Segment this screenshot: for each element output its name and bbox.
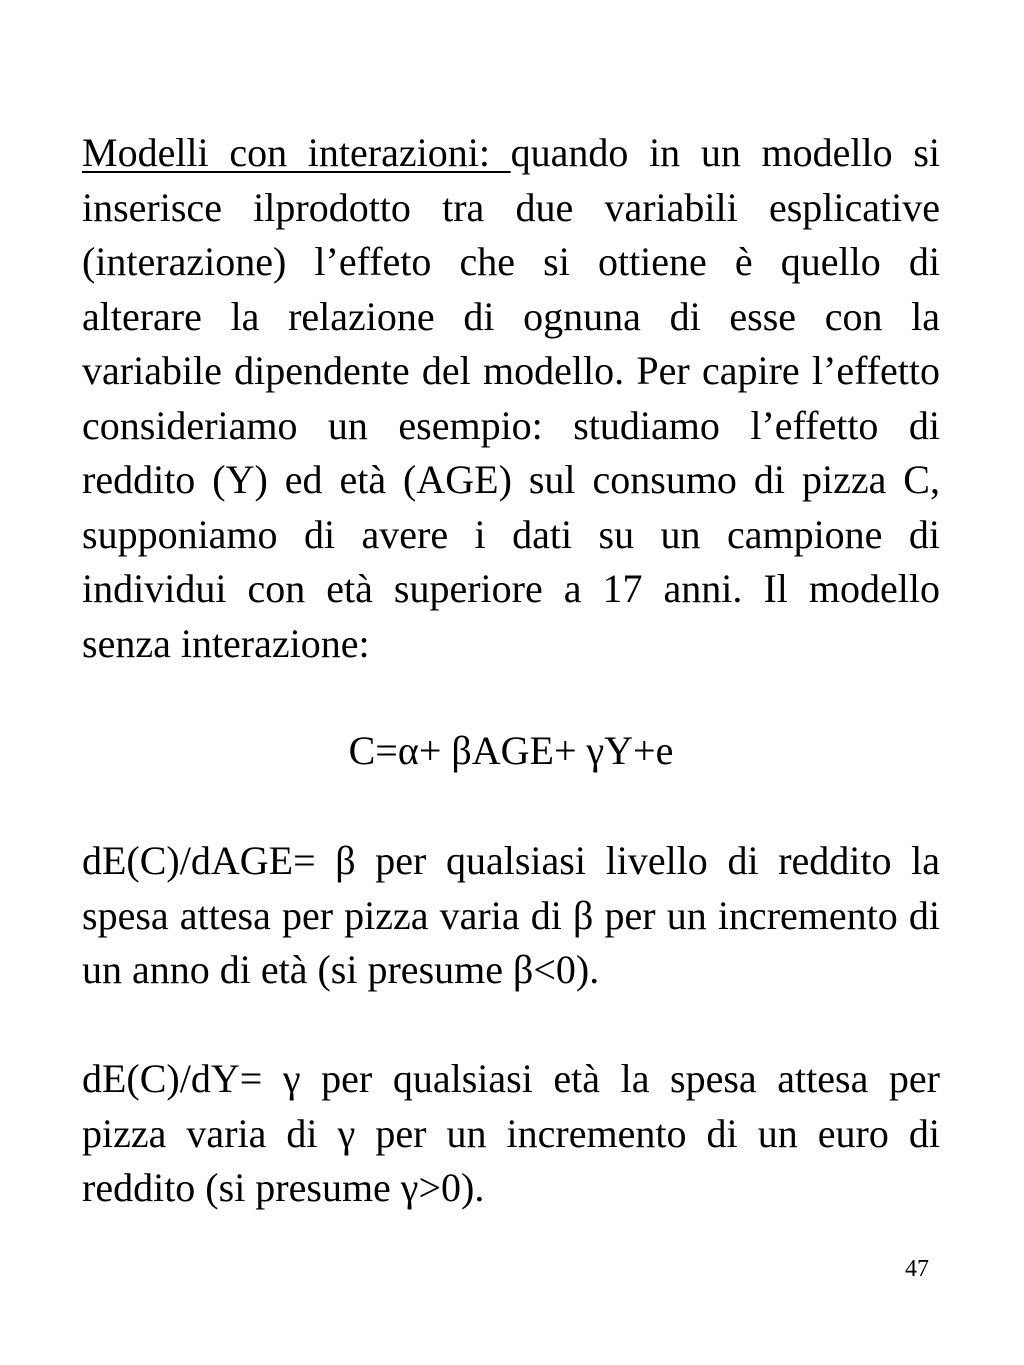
intro-text: quando in un modello si inserisce ilprodotto tra due variabili esplicative (interazione) l’effeto che si ottiene è quello di alterare la relazione di ognuna di esse con la variabile dipendente del modello. Per capire l’effetto consideriamo un esempio: studiamo l’effetto di reddito (Y) ed età (AGE) sul consumo di pizza C, supponiamo di avere i dati su un campione di individui con età superiore a 17 anni. Il modello senza interazione: (82, 130, 941, 666)
section-heading: Modelli con interazioni: (82, 130, 511, 175)
gamma-derivative-paragraph: dE(C)/dY= γ per qualsiasi età la spesa attesa per pizza varia di γ per un incremento di un euro di reddito (si presume γ>0). (82, 1056, 940, 1210)
page-number: 47 (905, 1256, 929, 1282)
model-formula: C=α+ βAGE+ γY+e (348, 728, 674, 773)
beta-derivative-paragraph: dE(C)/dAGE= β per qualsiasi livello di reddito la spesa attesa per pizza varia di β per un incremento di un anno di età (si presume β<0). (82, 838, 940, 992)
intro-paragraph (82, 126, 940, 671)
